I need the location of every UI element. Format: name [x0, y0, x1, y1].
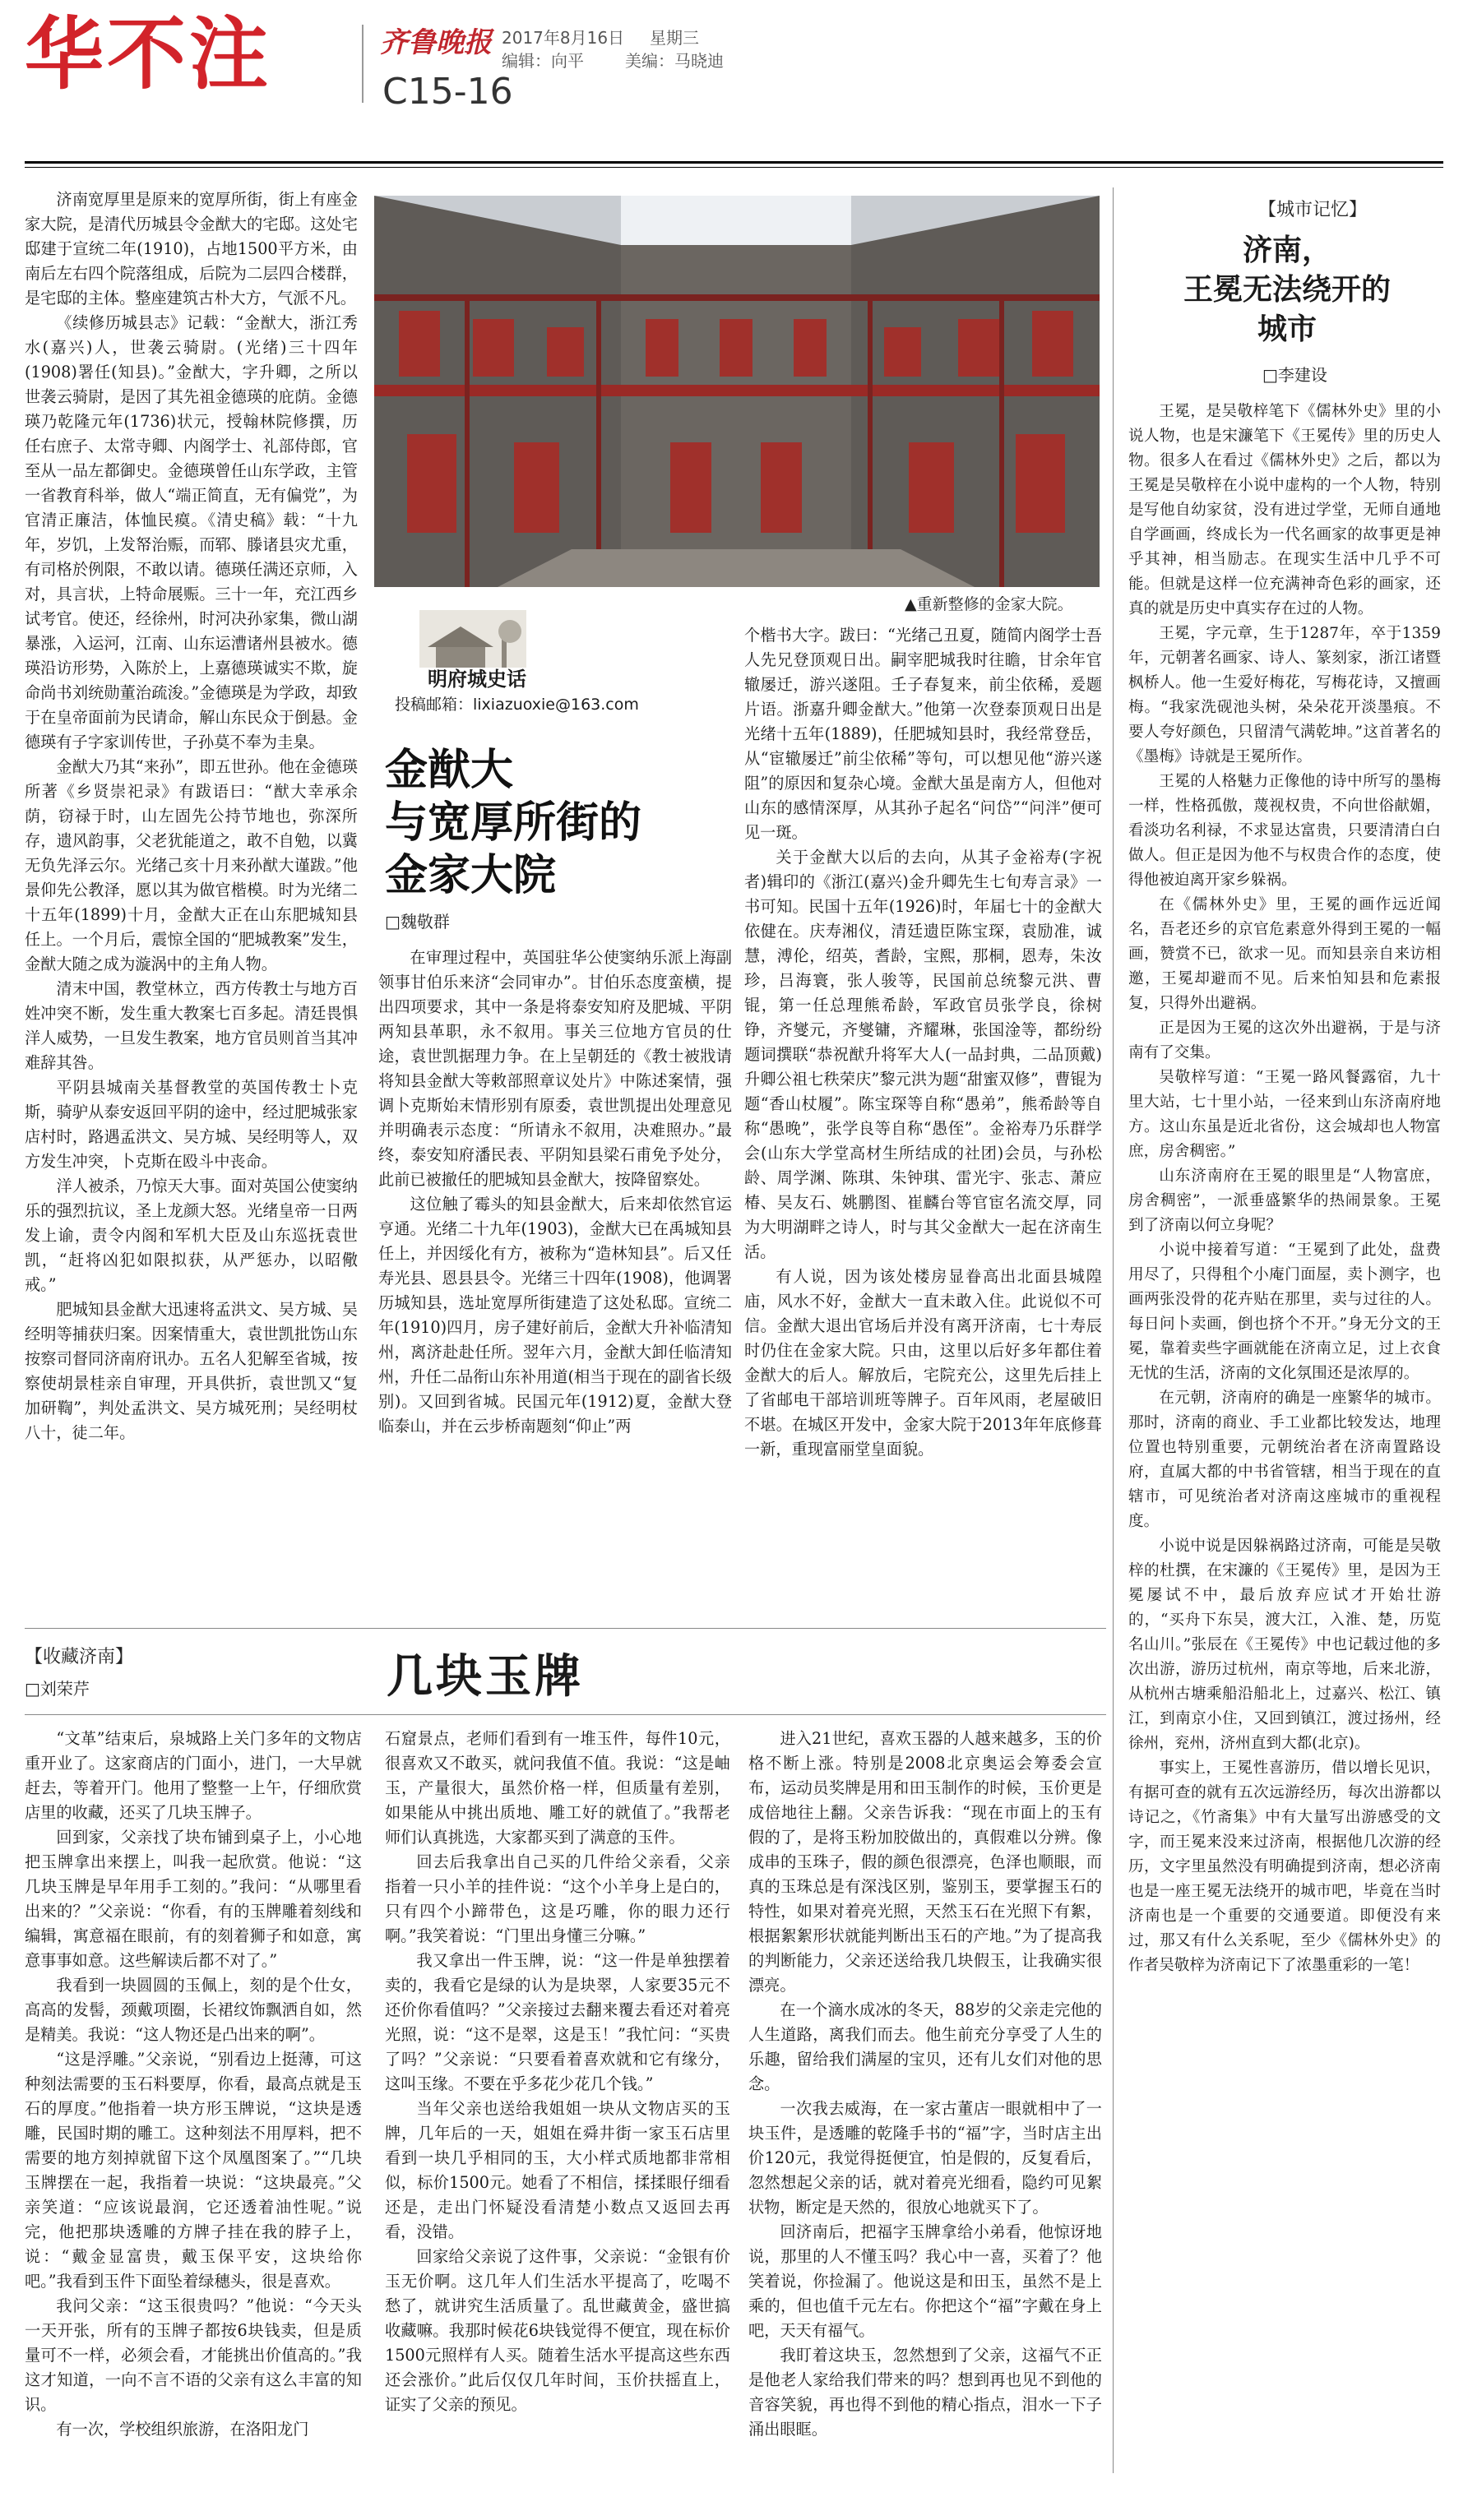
jade-section-tag: 【收藏济南】: [25, 1647, 134, 1667]
jade-column-3: [748, 1727, 1102, 2504]
masthead-divider: [362, 25, 364, 103]
paragraph: 正是因为王冕的这次外出避祸，于是与济南有了交集。: [1128, 1020, 1441, 1061]
jade-headline: 几块玉牌: [387, 1649, 584, 1704]
courtyard-photo: [374, 196, 1100, 587]
editor-credit: 编辑：向平: [502, 51, 584, 71]
paragraph: “这是浮雕。”父亲说，“别看边上挺薄，可这种刻法需要的玉石料要厚，你看，最高点就是玉石的厚度。”他指着一块方形玉牌说，“这块是透雕，民国时期的雕工。这种刻法不用厚料，把不需要的地方刻掉就留下这个凤凰图案了。”“几块玉牌摆在一起，我指着一块说：“这块最亮。”父亲笑道：“应该说最润，它还透着油性呢。”说完，他把那块透雕的方牌子挂在我的脖子上，说：“戴金显富贵，戴玉保平安，这块给你吧。”我看到玉件下面坠着绿穗头，很是喜欢。: [25, 2050, 362, 2291]
paragraph: 在《儒林外史》里，王冕的画作远近闻名，吾老还乡的京官危素意外得到王冕的一幅画，赞赏不已，欲求一见。而知县亲自来访相邀，王冕却避而不见。后来怕知县和危素报复，只得外出避祸。: [1128, 896, 1441, 1012]
paragraph: 平阴县城南关基督教堂的英国传教士卜克斯，骑驴从泰安返回平阴的途中，经过肥城张家店村时，路遇孟洪文、吴方城、吴经明等人，双方发生冲突，卜克斯在殴斗中丧命。: [25, 1078, 358, 1171]
paragraph: 一次我去威海，在一家古董店一眼就相中了一块玉件，是透雕的乾隆手书的“福”字，当时店主出价120元，我觉得挺便宜，怕是假的，反复看后，忽然想起父亲的话，就对着亮光细看，隐约可见絮状物，断定是天然的，很放心地就买下了。: [748, 2099, 1102, 2217]
top-rule: [25, 161, 1443, 164]
paragraph: 回去后我拿出自己买的几件给父亲看，父亲指着一只小羊的挂件说：“这个小羊身上是白的，只有四个小蹄带色，这是巧雕，你的眼力还行啊。”我笑着说：“门里出身懂三分嘛。”: [385, 1852, 730, 1945]
headline-line: 与宽厚所街的: [385, 798, 642, 848]
memory-headline: [1135, 230, 1439, 349]
feature-headline: [385, 744, 697, 902]
paragraph: 当年父亲也送给我姐姐一块从文物店买的玉牌，几年后的一天，姐姐在舜井街一家玉石店里看到一块几乎相同的玉，大小样式质地都非常相似，标价1500元。她看了不相信，揉揉眼仔细看还是，走出门怀疑没看清楚小数点又返回去再看，没错。: [385, 2099, 730, 2241]
page-number: C15-16: [382, 71, 513, 113]
paragraph: 回济南后，把福字玉牌拿给小弟看，他惊讶地说，那里的人不懂玉吗？我心中一喜，买着了？他笑着说，你捡漏了。他说这是和田玉，虽然不是上乘的，但也值千元左右。你把这个“福”字戴在身上吧，天天有福气。: [748, 2222, 1102, 2340]
paragraph: 清末中国，教堂林立，西方传教士与地方百姓冲突不断，发生重大教案七百多起。清廷畏惧洋人威势，一旦发生教案，地方官员则首当其冲难辞其咎。: [25, 979, 358, 1072]
paragraph: 我问父亲：“这玉很贵吗？”他说：“今天头一天开张，所有的玉牌子都按6块钱卖，但是质量可不一样，必须会看，才能挑出价值高的。”我这才知道，一向不言不语的父亲有这么丰富的知识。: [25, 2296, 362, 2414]
designer-credit: 美编：马晓迪: [625, 51, 724, 71]
photo-caption: ▲重新整修的金家大院。: [905, 595, 1073, 613]
feature-column-3: [744, 623, 1102, 1620]
paragraph: 我盯着这块玉，忽然想到了父亲，这福气不正是他老人家给我们带来的吗？想到再也见不到他的音容笑貌，再也得不到他的精心指点，泪水一下子涌出眼眶。: [748, 2346, 1102, 2439]
paragraph: 关于金猷大以后的去向，从其子金裕寿(字祝者)辑印的《浙江(嘉兴)金升卿先生七旬寿言录》一书可知。民国十五年(1926)时，年届七十的金猷大依健在。庆寿湘仪，清廷遗臣陈宝琛，袁励准，诚慧，溥伦，绍英，耆龄，宝熙，那桐，恩寿，朱汝珍，吕海寰，张人骏等，民国前总统黎元洪、曹锟，第一任总理熊希龄，军政官员张学良，徐树铮，齐燮元，齐燮镛，齐耀琳，张国淦等，都纷纷题词撰联“恭祝猷升将军大人(一品封典，二品顶戴)升卿公祖七秩荣庆”黎元洪为题“甜蜜双修”，曹锟为题“香山杖履”。陈宝琛等自称“愚弟”，熊希龄等自称“愚晚”，张学良等自称“愚侄”。金裕寿乃乐群学会(山东大学堂高材生所结成的社团)会员，与孙松龄、周学渊、陈琪、朱钟琪、雷光宇、张志、萧应椿、吴友石、姚鹏图、崔麟台等官宦名流交厚，同为大明湖畔之诗人，时与其父金猷大一起在济南生活。: [744, 848, 1102, 1261]
newspaper-logo: 齐鲁晚报: [380, 26, 492, 59]
paragraph: 石窟景点，老师们看到有一堆玉件，每件10元，很喜欢又不敢买，就问我值不值。我说：“这是岫玉，产量很大，虽然价格一样，但质量有差别，如果能从中挑出质地、雕工好的就值了。”我帮老师们认真挑选，大家都买到了满意的玉件。: [385, 1729, 730, 1847]
paragraph: 王冕的人格魅力正像他的诗中所写的墨梅一样，性格孤傲，蔑视权贵，不向世俗献媚，看淡功名利禄，不求显达富贵，只要清清白白做人。但正是因为他不与权贵合作的态度，使得他被迫离开家乡躲祸。: [1128, 773, 1441, 889]
feature-column-2: [378, 946, 732, 1620]
paragraph: 个楷书大字。跋曰：“光绪己丑夏，随简内阁学士吾人先兄登顶观日出。嗣宰肥城我时往瞻，甘余年官辙屡迁，游兴遂阻。壬子春复来，前尘依稀，爰题片语。浙嘉升卿金猷大。”他第一次登泰顶观日出是光绪十五年(1889)，任肥城知县时，我经常登岳，从“宦辙屡迁”前尘依稀”等句，可以想见他“游兴遂阻”的原因和复杂心境。金猷大虽是南方人，但他对山东的感情深厚，从其孙子起名“问岱”“问泮”便可见一斑。: [744, 626, 1102, 842]
paragraph: 《续修历城县志》记载：“金猷大，浙江秀水(嘉兴)人，世袭云骑尉。(光绪)三十四年(1908)署任(知县)。”金猷大，字升卿，之所以世袭云骑尉，是因了其先祖金德瑛的庇荫。金德瑛乃乾隆元年(1736)状元，授翰林院修撰，历任右庶子、太常寺卿、内阁学士、礼部侍郎，官至从一品左都御史。金德瑛曾任山东学政，主管一省教育科举，做人“端正简直，无有偏党”，为官清正廉洁，体恤民瘼。《清史稿》载：“十九年，岁饥，上发帑治赈，而郓、滕诸县灾尤重，有司格於例限，不敢以请。德瑛任满还京师，入对，具言状，上特命展赈。三十一年，充江西乡试考官。使还，经徐州，时河决孙家集，微山湖暴涨，入运河，江南、山东运漕诸州县被水。德瑛沿访形势，入陈於上，上嘉德瑛诚实不欺，旋命尚书刘统勋董治疏浚。”金德瑛是为学政，却致于在皇帝面前为民请命，解山东民众于倒悬。金德瑛有子字家训传世，子孙莫不奉为圭臬。: [25, 313, 358, 751]
paragraph: 在一个滴水成冰的冬天，88岁的父亲走完他的人生道路，离我们而去。他生前充分享受了人生的乐趣，留给我们满屋的宝贝，还有儿女们对他的思念。: [748, 2000, 1102, 2093]
paragraph: 小说中接着写道：“王冕到了此处，盘费用尽了，只得租个小庵门面屋，卖卜测字，也画两张没骨的花卉贴在那里，卖与过往的人。每日问卜卖画，倒也挤个不开。”身无分文的王冕，靠着卖些字画就能在济南立足，过上衣食无忧的生活，济南的文化氛围还是浓厚的。: [1128, 1242, 1441, 1382]
building-illustration: [374, 196, 1100, 587]
feature-byline: □魏敬群: [385, 912, 450, 932]
paragraph: 吴敬梓写道：“王冕一路风餐露宿，九十里大站，七十里小站，一径来到山东济南府地方。这山东虽是近北省份，这会城却也人物富庶，房舍稠密。”: [1128, 1069, 1441, 1160]
jade-column-1: [25, 1727, 362, 2504]
feature-column-1: [25, 187, 358, 1618]
paragraph: 事实上，王冕性喜游历，借以增长见识，有据可查的就有五次远游经历，每次出游都以诗记之，《竹斋集》中有大量写出游感受的文字，而王冕来没来过济南，根据他几次游的经历，文字里虽然没有明确提到济南，想必济南也是一座王冕无法绕开的城市吧，毕竟在当时济南也是一个重要的交通要道。即便没有来过，那又有什么关系呢，至少《儒林外史》的作者吴敬梓为济南记下了浓墨重彩的一笔！: [1128, 1759, 1441, 1974]
paragraph: 小说中说是因躲祸路过济南，可能是吴敬梓的杜撰，在宋濂的《王冕传》里，是因为王冕屡试不中，最后放弃应试才开始壮游的，“买舟下东吴，渡大江，入淮、楚，历览名山川。”张辰在《王冕传》中也记载过他的多次出游，游历过杭州，南京等地，后来北游，从杭州古塘乘船沿船北上，过嘉兴、松江、镇江，到南京小住，又回到镇江，渡过扬州，经徐州，兖州，济州直到大都(北京)。: [1128, 1537, 1441, 1752]
headline-line: 济南，: [1242, 233, 1331, 267]
paragraph: 山东济南府在王冕的眼里是“人物富庶，房舍稠密”，一派垂盛繁华的热闹景象。王冕到了济南以何立身呢？: [1128, 1168, 1441, 1234]
headline-line: 金家大院: [385, 850, 557, 900]
submission-email: 投稿邮箱：lixiazuoxie@163.com: [395, 696, 639, 714]
headline-line: 金猷大: [385, 745, 514, 795]
column-divider: [1113, 187, 1114, 2473]
section-divider: [25, 1628, 1106, 1629]
paragraph: 我看到一块圆圆的玉佩上，刻的是个仕女，高高的发髻，颈戴项圈，长裙纹饰飘洒自如，然是精美。我说：“这人物还是凸出来的啊”。: [25, 1976, 362, 2044]
paragraph: 回到家，父亲找了块布铺到桌子上，小心地把玉牌拿出来摆上，叫我一起欣赏。他说：“这几块玉牌是早年用手工刻的。”我问：“从哪里看出来的？”父亲说：“你看，有的玉牌雕着刻线和编辑，寓意福在眼前，有的刻着狮子和如意，寓意事事如意。这些解读后都不对了。”: [25, 1828, 362, 1970]
memory-section-tag: 【城市记忆】: [1258, 200, 1368, 220]
paragraph: 在审理过程中，英国驻华公使窦纳乐派上海副领事甘伯乐来济“会同审办”。甘伯乐态度蛮横，提出四项要求，其中一条是将泰安知府及肥城、平阴两知县革职，永不叙用。事关三位地方官员的仕途，袁世凯据理力争。在上呈朝廷的《教士被戕请将知县金猷大等敕部照章议处片》中陈述案情，强调卜克斯始末情形别有原委，袁世凯提出处理意见并明确表示态度：“所请永不叙用，决难照办。”最终，泰安知府潘民表、平阴知县梁石甫免予处分，此前已被撤任的肥城知县金猷大，按降留察处。: [378, 948, 732, 1189]
jade-byline: □刘荣芹: [25, 1679, 90, 1699]
headline-line: 王冕无法绕开的: [1183, 272, 1391, 307]
paragraph: 肥城知县金猷大迅速将孟洪文、吴方城、吴经明等捕获归案。因案情重大，袁世凯批饬山东按察司督同济南府讯办。五名人犯解至省城，按察使胡景桂亲自审理，开具供折，袁世凯又“复加研鞫”，判处孟洪文、吴方城死刑；吴经明杖八十，徒二年。: [25, 1300, 358, 1442]
paragraph: 进入21世纪，喜欢玉器的人越来越多，玉的价格不断上涨。特别是2008北京奥运会筹委会宣布，运动员奖牌是用和田玉制作的时候，玉价更是成倍地往上翻。父亲告诉我：“现在市面上的玉有假的了，是将玉粉加胶做出的，真假难以分辨。像成串的玉珠子，假的颜色很漂亮，色泽也顺眼，而真的玉珠总是有深浅区别，鉴别玉，要掌握玉石的特性，如果对着亮光照，天然玉石在光照下有絮，根据絮絮形状就能判断出玉石的产地。”为了提高我的判断能力，父亲还送给我几块假玉，让我确实很漂亮。: [748, 1729, 1102, 1995]
paragraph: 有人说，因为该处楼房显眷高出北面县城隍庙，风水不好，金猷大一直未敢入住。此说似不可信。金猷大退出官场后并没有离开济南，七十寿辰时仍住在金家大院。只由，这里以后好多年都住着金猷大的后人。解放后，宅院充公，这里先后挂上了省邮电干部培训班等牌子。百年风雨，老屋破旧不堪。在城区开发中，金家大院于2013年年底修葺一新，重现富丽堂皇面貌。: [744, 1267, 1102, 1459]
paragraph: 洋人被杀，乃惊天大事。面对英国公使窦纳乐的强烈抗议，圣上龙颜大怒。光绪皇帝一日两发上谕，责令内阁和军机大臣及山东巡抚袁世凯，“赶将凶犯如限拟获，从严惩办，以昭儆戒。”: [25, 1177, 358, 1294]
issue-date: 2017年8月16日: [502, 28, 625, 48]
section-title: 华不注: [25, 8, 271, 100]
paragraph: 有一次，学校组织旅游，在洛阳龙门: [56, 2420, 309, 2439]
jade-column-2: [385, 1727, 730, 2504]
memory-body: [1128, 400, 1441, 2504]
paragraph: 王冕，字元章，生于1287年，卒于1359年，元朝著名画家、诗人、篆刻家，浙江诸暨枫桥人。他一生爱好梅花，写梅花诗，又擅画梅。“我家洗砚池头树，朵朵花开淡墨痕。不要人夸好颜色，只留清气满乾坤。”这首著名的《墨梅》诗就是王冕所作。: [1128, 625, 1441, 765]
paragraph: 王冕，是吴敬梓笔下《儒林外史》里的小说人物，也是宋濂笔下《王冕传》里的历史人物。很多人在看过《儒林外史》之后，都以为王冕是吴敬梓在小说中虚构的一个人物，特别是写他自幼家贫，没有进过学堂，无师自通地自学画画，终成长为一代名画家的故事更是神乎其神，相当励志。在现实生活中几乎不可能。但就是这样一位充满神奇色彩的画家，还真的就是历史中真实存在过的人物。: [1128, 403, 1441, 617]
column-logo: [387, 610, 639, 714]
paragraph: 这位触了霉头的知县金猷大，后来却依然官运亨通。光绪二十九年(1903)，金猷大已在禹城知县任上，并因绥化有方，被称为“造林知县”。后又任寿光县、恩县县令。光绪三十四年(1908)，他调署历城知县，选址宽厚所街建造了这处私邸。宣统二年(1910)四月，房子建好前后，金猷大升补临清知州，离济赴赴任所。翌年六月，金猷大卸任临清知州，升任二品衔山东补用道(相当于现在的副省长级别)。又回到省城。民国元年(1912)夏，金猷大登临泰山，并在云步桥南题刻“仰止”两: [378, 1195, 732, 1436]
issue-weekday: 星期三: [650, 28, 699, 48]
top-rule-thin: [25, 167, 1443, 168]
paragraph: 济南宽厚里是原来的宽厚所街，街上有座金家大院，是清代历城县令金猷大的宅邸。这处宅邸建于宣统二年(1910)，占地1500平方米，由南后左右四个院落组成，后院为二层四合楼群，是宅邸的主体。整座建筑古朴大方，气派不凡。: [25, 190, 358, 307]
paragraph: 回家给父亲说了这件事，父亲说：“金银有价玉无价啊。这几年人们生活水平提高了，吃喝不愁了，就讲究生活质量了。乱世藏黄金，盛世搞收藏嘛。我那时候花6块钱觉得不便宜，现在标价1500元照样有人买。随着生活水平提高这些东西还会涨价。”此后仅仅几年时间，玉价扶摇直上，证实了父亲的预见。: [385, 2247, 730, 2414]
paragraph: 在元朝，济南府的确是一座繁华的城市。那时，济南的商业、手工业都比较发达，地理位置也特别重要，元朝统治者在济南置路设府，直属大都的中书省管辖，相当于现在的直辖市，可见统治者对济南这座城市的重视程度。: [1128, 1389, 1441, 1530]
headline-line: 城市: [1257, 312, 1317, 346]
paragraph: 我又拿出一件玉牌，说：“这一件是单独摆着卖的，我看它是绿的认为是块翠，人家要35元不还价你看值吗？”父亲接过去翻来覆去看还对着亮光照，说：“这不是翠，这是玉！”我忙问：“买贵了吗？”父亲说：“只要看着喜欢就和它有缘分，这叫玉缘。不要在乎多花少花几个钱。”: [385, 1951, 730, 2093]
column-name: 明府城史话: [428, 668, 526, 691]
jade-header-rule: [25, 1714, 1106, 1715]
memory-byline: □李建设: [1262, 365, 1327, 385]
paragraph: “文革”结束后，泉城路上关门多年的文物店重开业了。这家商店的门面小，进门，一大早就赶去，等着开门。他用了整整一上午，仔细欣赏店里的收藏，还买了几块玉牌子。: [25, 1729, 362, 1822]
paragraph: 金猷大乃其“来孙”，即五世孙。他在金德瑛所著《乡贤崇祀录》有跋语曰：“猷大幸承余荫，窃禄于时，山左固先公持节地也，弥深所存，遗风韵事，父老犹能道之，敢不自勉，以冀无负先泽云尔。光绪己亥十月来孙猷大谨跋。”他景仰先公教泽，愿以其为做官楷模。时为光绪二十五年(1899)十月，金猷大正在山东肥城知县任上。一个月后，震惊全国的“肥城教案”发生，金猷大随之成为漩涡中的主角人物。: [25, 757, 358, 973]
